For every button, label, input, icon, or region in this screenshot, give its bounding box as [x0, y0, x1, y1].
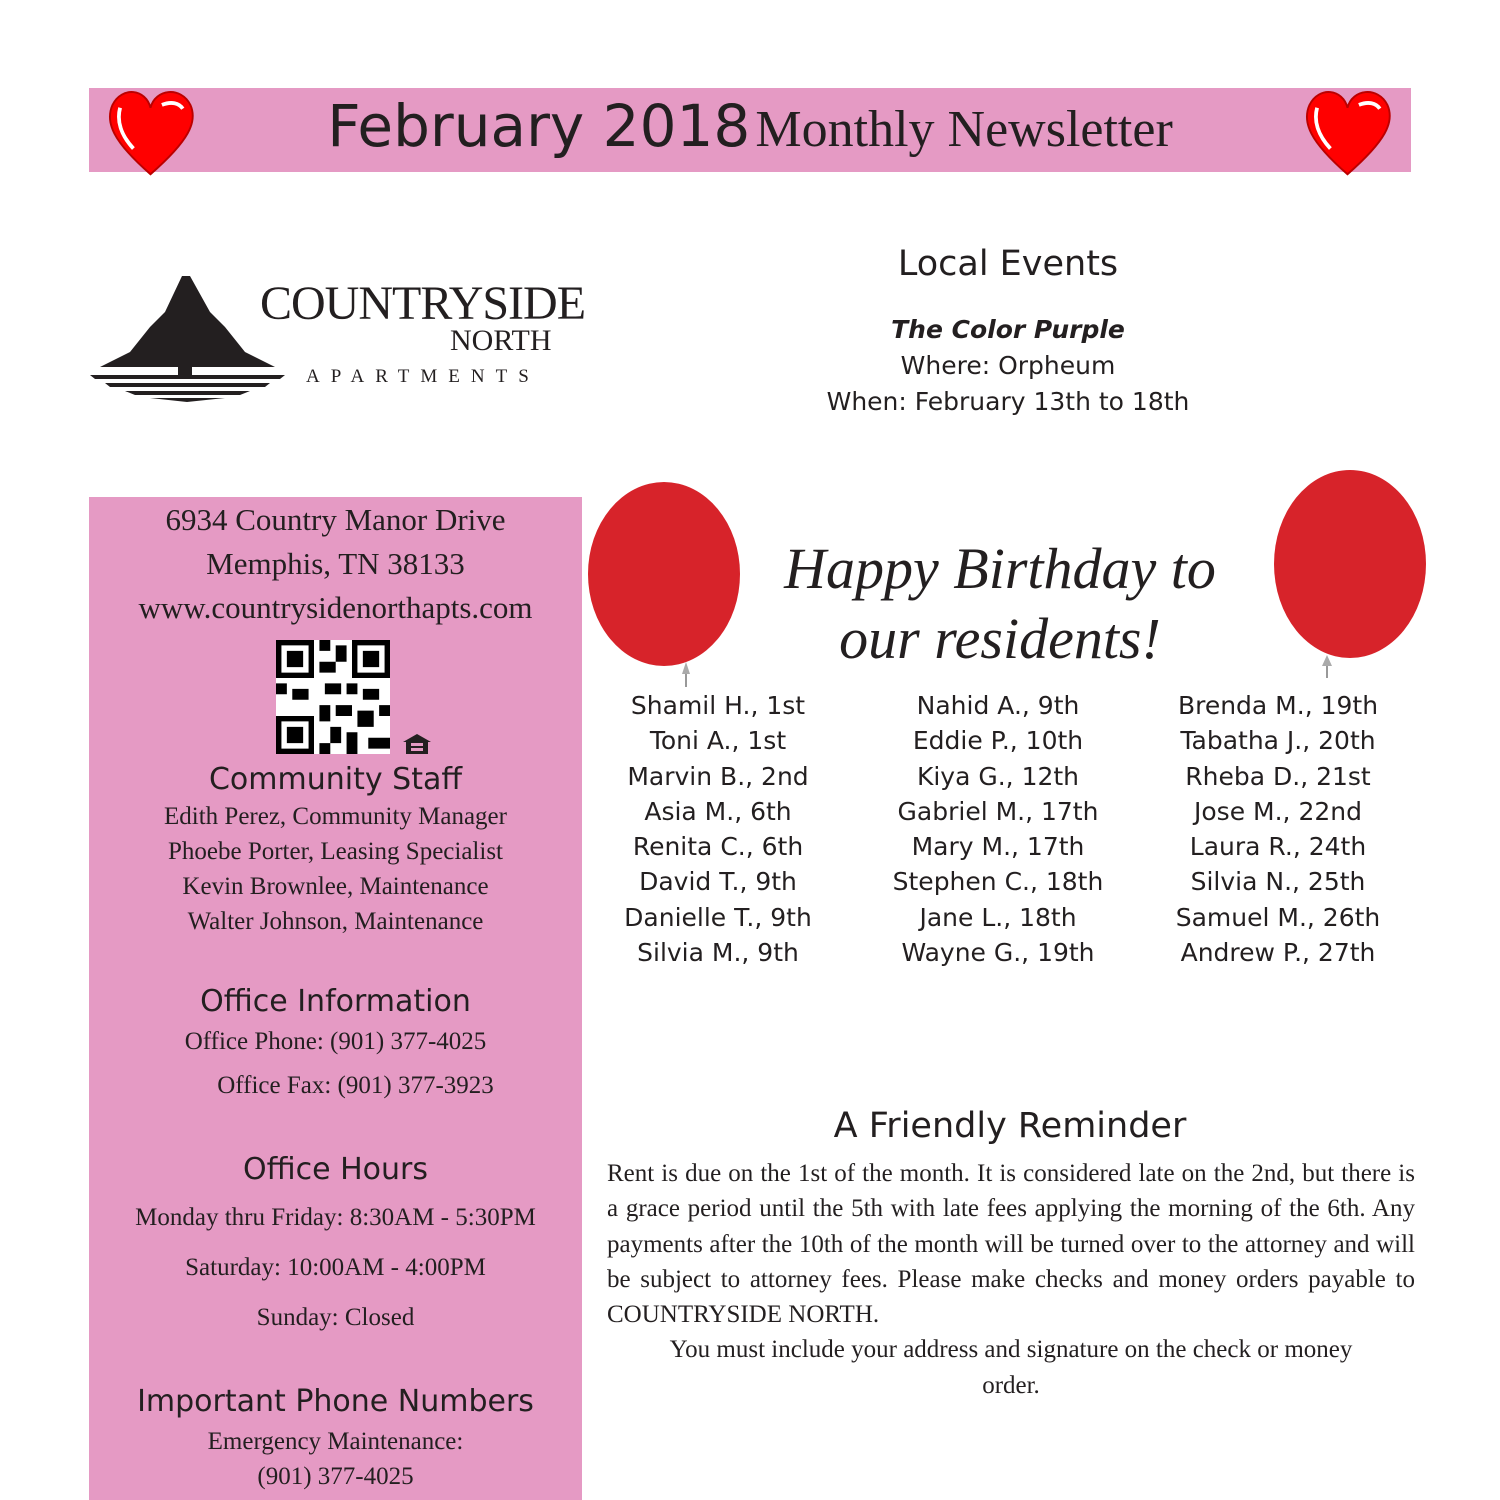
emergency-label: Emergency Maintenance:	[207, 1428, 464, 1455]
hours-sunday: Sunday: Closed	[256, 1304, 415, 1331]
staff-member: Phoebe Porter, Leasing Specialist	[167, 838, 504, 865]
hours-weekday: Monday thru Friday: 8:30AM - 5:30PM	[135, 1204, 536, 1231]
birthday-entry: Samuel M., 26th	[1175, 902, 1381, 932]
reminder-text: Rent is due on the 1st of the month. It is considered late on the 2nd, but there is a grace period until the 5th with late fees applying the morning of the 6th. Any payments after the 10th of the month will be turned over to the attorney and will be subject to attorney fees. Please make checks and money orders payable to COUNTRYSIDE NORTH.	[607, 1160, 1415, 1329]
hours-heading: Office Hours	[243, 1152, 428, 1187]
address-line1: 6934 Country Manor Drive	[165, 502, 506, 537]
birthday-entry: Wayne G., 19th	[901, 938, 1095, 968]
emergency-number: (901) 377-4025	[257, 1463, 414, 1490]
office-phone: Office Phone: (901) 377-4025	[184, 1028, 487, 1055]
reminder-heading: A Friendly Reminder	[833, 1106, 1187, 1146]
balloon-icon	[1272, 470, 1432, 680]
birthday-entry: Eddie P., 10th	[912, 726, 1084, 756]
birthday-heading-line2: our residents!	[839, 606, 1161, 671]
logo-north: NORTH	[450, 324, 552, 357]
staff-member: Walter Johnson, Maintenance	[187, 908, 484, 935]
tree-logo-icon	[90, 272, 285, 402]
birthday-entry: Shamil H., 1st	[630, 691, 806, 720]
birthday-entry: Nahid A., 9th	[916, 691, 1080, 720]
birthday-entry: Stephen C., 18th	[892, 867, 1104, 897]
birthday-entry: Renita C., 6th	[632, 832, 804, 862]
staff-member: Kevin Brownlee, Maintenance	[182, 873, 489, 900]
birthday-entry: Asia M., 6th	[644, 796, 792, 826]
birthday-heading	[720, 534, 1280, 674]
website-link[interactable]: www.countrysidenorthapts.com	[138, 590, 533, 625]
birthday-column	[568, 688, 868, 970]
qr-code-icon[interactable]	[274, 640, 392, 754]
birthday-column	[1128, 688, 1428, 970]
office-fax: Office Fax: (901) 377-3923	[217, 1072, 494, 1099]
equal-housing-icon	[402, 733, 432, 755]
reminder-body	[607, 1156, 1415, 1403]
birthday-entry: Danielle T., 9th	[624, 902, 812, 932]
logo-countryside: COUNTRYSIDE	[260, 277, 586, 330]
logo-apartments: APARTMENTS	[306, 366, 540, 387]
birthday-entry: Andrew P., 27th	[1180, 938, 1376, 968]
event-when: When: February 13th to 18th	[826, 387, 1190, 416]
birthday-entry: Toni A., 1st	[649, 726, 787, 756]
event-info	[758, 312, 1258, 420]
page-title	[89, 92, 1411, 160]
birthday-entry: Rheba D., 21st	[1185, 761, 1371, 791]
staff-heading: Community Staff	[208, 762, 463, 797]
birthday-column	[848, 688, 1148, 970]
staff-section	[89, 762, 582, 939]
title-date: February 2018	[327, 92, 751, 160]
birthday-entry: Silvia M., 9th	[637, 938, 799, 968]
birthday-entry: Laura R., 24th	[1189, 832, 1367, 862]
birthday-entry: Jose M., 22nd	[1194, 796, 1362, 826]
event-where: Where: Orpheum	[900, 351, 1116, 380]
birthday-entry: Kiya G., 12th	[916, 761, 1080, 791]
event-name: The Color Purple	[891, 315, 1125, 344]
birthday-entry: Marvin B., 2nd	[627, 761, 809, 791]
staff-member: Edith Perez, Community Manager	[164, 803, 507, 830]
address-block	[89, 498, 582, 630]
title-rest: Monthly Newsletter	[755, 101, 1173, 158]
address-line2: Memphis, TN 38133	[206, 546, 465, 581]
hours-saturday: Saturday: 10:00AM - 4:00PM	[185, 1254, 486, 1281]
birthday-entry: Brenda M., 19th	[1177, 691, 1379, 720]
office-heading: Office Information	[200, 984, 471, 1019]
birthday-entry: Jane L., 18th	[919, 902, 1077, 932]
reminder-text-center: You must include your address and signature on the check or money order.	[669, 1336, 1353, 1399]
birthday-entry: Mary M., 17th	[911, 832, 1085, 862]
birthday-entry: Gabriel M., 17th	[897, 796, 1099, 826]
birthday-entry: David T., 9th	[639, 867, 797, 897]
phones-heading: Important Phone Numbers	[137, 1384, 534, 1419]
events-heading: Local Events	[897, 244, 1119, 284]
birthday-heading-line1: Happy Birthday to	[784, 536, 1216, 601]
birthday-entry: Silvia N., 25th	[1190, 867, 1366, 897]
birthday-entry: Tabatha J., 20th	[1180, 726, 1376, 756]
